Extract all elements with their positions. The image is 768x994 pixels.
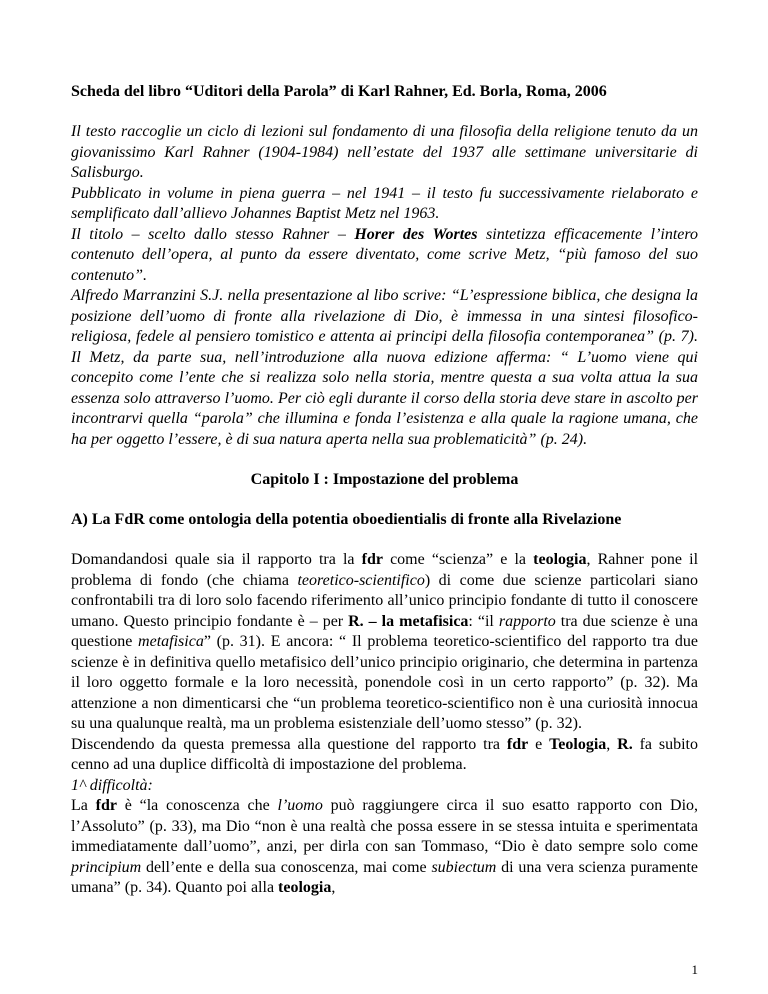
intro-paragraph: Il testo raccoglie un ciclo di lezioni sul fondamento di una filosofia della religione tenuto da un giovanissimo Karl Rahner (1904-1984) nell’estate del 1937 alle settimane universitarie di Salisburgo. (71, 123, 698, 181)
body-paragraph: La fdr è “la conoscenza che l’uomo può raggiungere circa il suo esatto rapporto con Dio, l’Assoluto” (p. 33), ma Dio “non è una realtà che possa essere in se stessa intuita e sperimentata immediatamente dall’uomo”, anzi, per dirla con san Tommaso, “Dio è dato sempre solo come principium dell’ente e della sua conoscenza, mai come subiectum di una vera scienza puramente umana” (p. 34). Quanto poi alla teologia, (71, 797, 699, 896)
intro-block (71, 122, 698, 450)
intro-paragraph: Pubblicato in volume in piena guerra – nel 1941 – il testo fu successivamente rielaborato e semplificato dall’allievo Johannes Baptist Metz nel 1963. (71, 184, 698, 222)
body-block (71, 550, 698, 899)
chapter-heading: Capitolo I : Impostazione del problema (250, 471, 519, 488)
subheading-difficulty: 1^ difficoltà: (71, 776, 153, 794)
body-paragraph: Discendendo da questa premessa alla questione del rapporto tra fdr e Teologia, R. fa subito cenno ad una duplice difficoltà di impostazione del problema. (71, 735, 699, 773)
page-number: 1 (691, 962, 698, 977)
intro-paragraph: Il titolo – scelto dallo stesso Rahner – Horer des Wortes sintetizza efficacemente l’intero contenuto dell’opera, al punto da essere diventato, come scrive Metz, “più famoso del suo contenuto”. (71, 225, 699, 284)
intro-paragraph: Alfredo Marranzini S.J. nella presentazione al libo scrive: “L’espressione biblica, che designa la posizione dell’uomo di fronte alla rivelazione di Dio, è immessa in una sintesi filosofico-religiosa, fedele al pensiero tomistico e attenta ai principi della filosofia contemporanea” (p. 7). Il Metz, da parte sua, nell’introduzione alla nuova edizione afferma: “ L’uomo viene qui concepito come l’ente che si realizza solo nella storia, mentre questa a sua volta attua la sua essenza solo attraverso l’uomo. Per ciò egli durante il corso della storia deve stare in ascolto per incontrarvi quella “parola” che illumina e fonda l’esistenza e alla quale la ragione umana, che ha per oggetto l’essere, è di sua natura aperta nella sua problematicità” (p. 24). (71, 287, 698, 448)
document-title: Scheda del libro “Uditori della Parola” di Karl Rahner, Ed. Borla, Roma, 2006 (71, 83, 607, 100)
section-heading: A) La FdR come ontologia della potentia oboedientialis di fronte alla Rivelazione (71, 511, 622, 528)
body-paragraph: Domandandosi quale sia il rapporto tra la fdr come “scienza” e la teologia, Rahner pone il problema di fondo (che chiama teoretico-scientifico) di come due scienze particolari siano confrontabili tra di loro solo facendo riferimento all’unico principio fondante di tutto il conoscere umano. Questo principio fondante è – per R. – la metafisica: “il rapporto tra due scienze è una questione metafisica” (p. 31). E ancora: “ Il problema teoretico-scientifico del rapporto tra due scienze è in definitiva quello metafisico dell’unico principio originario, che determina in partenza il loro oggetto formale e la loro necessità, ponendole così in un certo rapporto” (p. 32). Ma attenzione a non dimenticarsi che “un problema teoretico-scientifico non è una curiosità innocua su una qualunque realtà, ma un problema esistenziale dell’uomo stesso” (p. 32). (71, 551, 699, 732)
document-page (71, 82, 698, 899)
book-title-original: Horer des Wortes (354, 225, 478, 243)
